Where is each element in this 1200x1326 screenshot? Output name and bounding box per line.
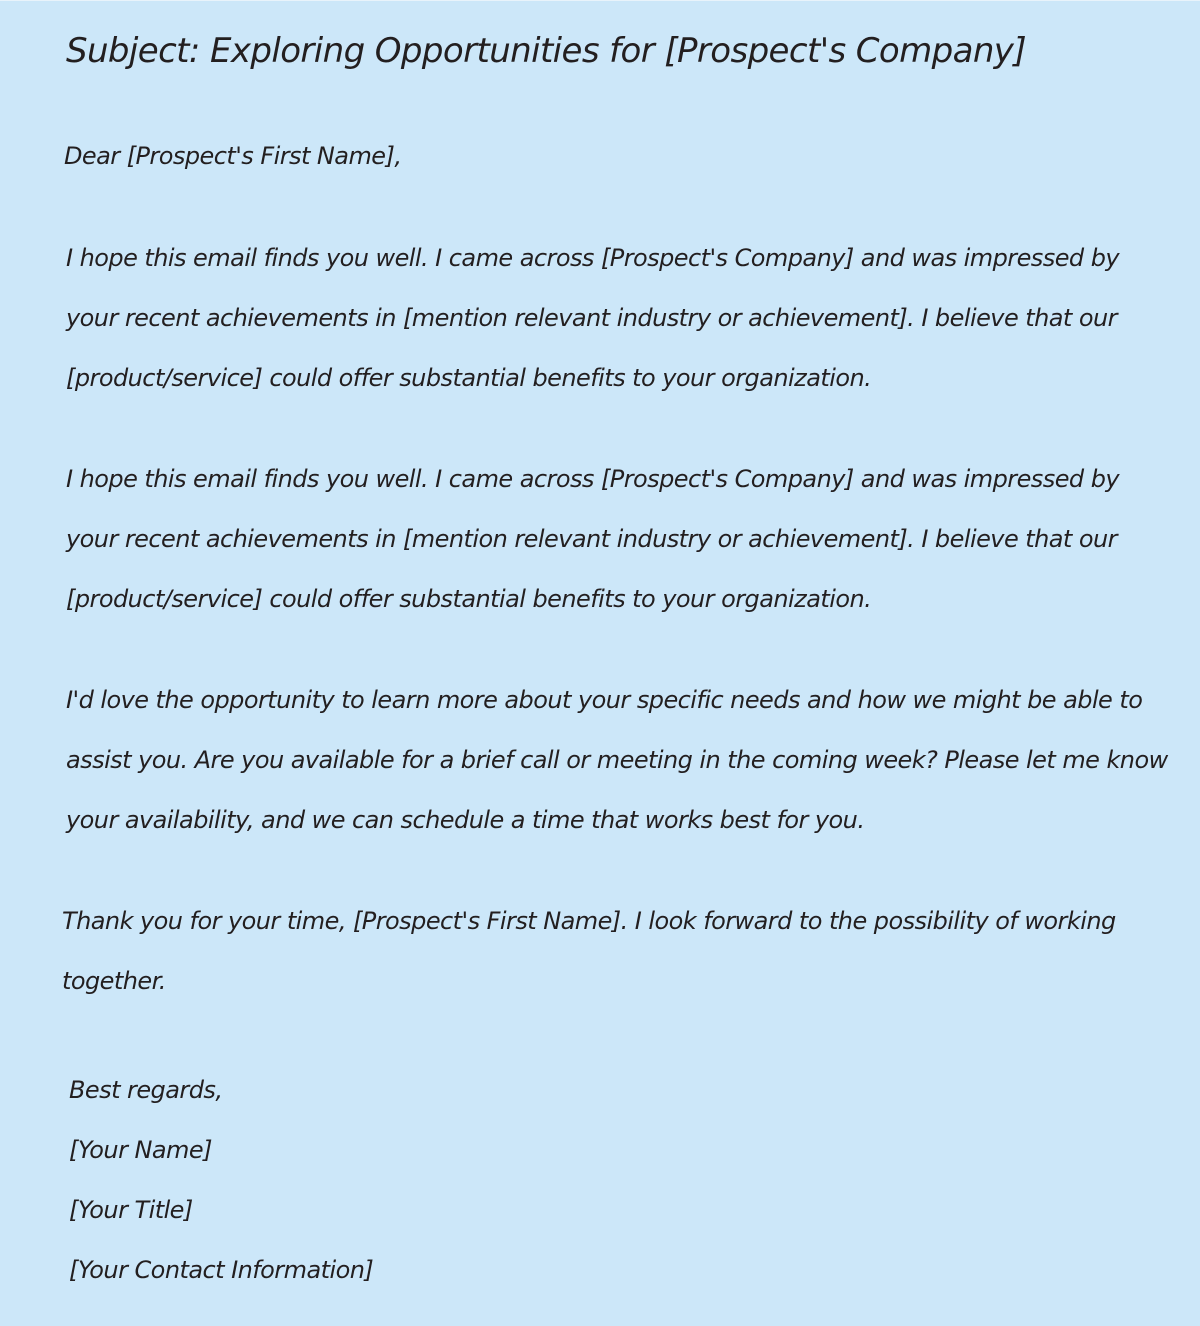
email-subject: Subject: Exploring Opportunities for [Prospect's Company] <box>66 31 1026 71</box>
paragraph-line: together. <box>62 967 166 995</box>
paragraph-line: Thank you for your time, [Prospect's First Name]. I look forward to the possibility of working <box>62 907 1116 935</box>
signature-contact: [Your Contact Information] <box>69 1256 374 1284</box>
email-greeting: Dear [Prospect's First Name], <box>64 142 402 170</box>
signature-closing: Best regards, <box>69 1076 223 1104</box>
paragraph-line: your recent achievements in [mention relevant industry or achievement]. I believe that our <box>66 525 1117 553</box>
signature-name: [Your Name] <box>69 1136 212 1164</box>
paragraph-line: your recent achievements in [mention relevant industry or achievement]. I believe that our <box>66 304 1117 332</box>
paragraph-line: [product/service] could offer substantial benefits to your organization. <box>66 364 872 392</box>
paragraph-line: I hope this email finds you well. I came across [Prospect's Company] and was impressed by <box>66 465 1120 493</box>
paragraph-line: I hope this email finds you well. I came across [Prospect's Company] and was impressed by <box>66 244 1120 272</box>
paragraph-line: [product/service] could offer substantial benefits to your organization. <box>66 585 872 613</box>
paragraph-line: I'd love the opportunity to learn more about your specific needs and how we might be able to <box>66 686 1143 714</box>
paragraph-line: assist you. Are you available for a brief call or meeting in the coming week? Please let me know <box>66 746 1168 774</box>
paragraph-line: your availability, and we can schedule a time that works best for you. <box>66 806 865 834</box>
signature-title: [Your Title] <box>69 1196 193 1224</box>
